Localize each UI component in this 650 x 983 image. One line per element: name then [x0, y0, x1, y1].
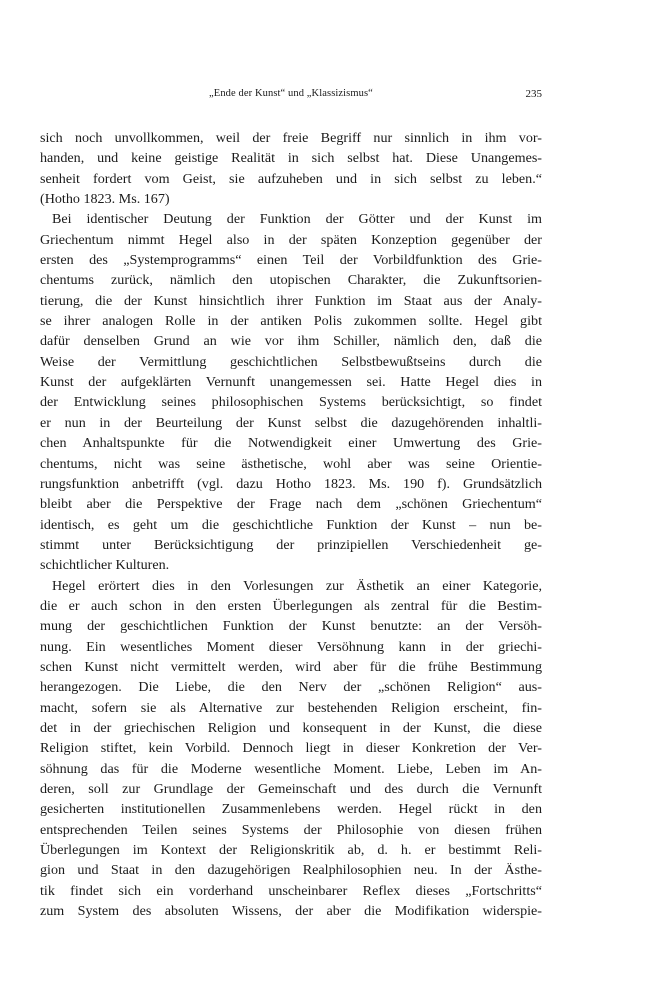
text-line: (Hotho 1823. Ms. 167): [40, 191, 170, 208]
text-line: tierung, die der Kunst hinsichtlich ihrer Funktion im Staat aus der Analy-: [40, 292, 542, 309]
text-line: deren, soll zur Grundlage der Gemeinschaft und des durch die Vernunft: [40, 781, 542, 797]
text-line: chentums zurück, nämlich den utopischen Charakter, die Zukunftsorien-: [40, 272, 542, 289]
text-line: Hegel erörtert dies in den Vorlesungen zur Ästhetik an einer Kategorie,: [52, 577, 542, 594]
text-line: söhnung das für die Moderne wesentliche Moment. Liebe, Leben im An-: [40, 760, 542, 777]
text-line: der Entwicklung seines philosophischen Systems berücksichtigt, so findet: [40, 394, 542, 411]
text-line: die er auch schon in den ersten Überlegungen als zentral für die Bestim-: [40, 597, 542, 614]
text-line: det in der griechischen Religion und konsequent in der Kunst, die diese: [40, 719, 542, 736]
body-text: [40, 128, 542, 921]
text-line: er nun in der Beurteilung der Kunst selbst die dazugehörenden inhaltli-: [40, 414, 542, 431]
text-line: gion und Staat in den dazugehörigen Realphilosophien neu. In der Ästhe-: [40, 862, 542, 879]
page-number: 235: [525, 88, 542, 100]
text-line: handen, und keine geistige Realität in sich selbst hat. Diese Unangemes-: [40, 150, 542, 167]
text-line: schen Kunst nicht vermittelt werden, wird aber für die frühe Bestimmung: [40, 658, 542, 675]
text-line: chentums, nicht was seine ästhetische, wohl aber was seine Orientie-: [40, 455, 542, 472]
text-line: sich noch unvollkommen, weil der freie Begriff nur sinnlich in ihm vor-: [40, 130, 542, 146]
text-line: nung. Ein wesentliches Moment dieser Versöhnung kann in der griechi-: [40, 638, 542, 655]
text-line: herangezogen. Die Liebe, die den Nerv der „schönen Religion“ aus-: [40, 679, 542, 696]
text-line: bleibt aber die Perspektive der Frage nach dem „schönen Griechentum“: [40, 496, 542, 513]
text-line: entsprechenden Teilen seines Systems der Philosophie von diesen frühen: [40, 821, 542, 838]
text-line: Überlegungen im Kontext der Religionskritik ab, d. h. er bestimmt Reli-: [40, 842, 542, 859]
text-line: gesicherten institutionellen Zusammenlebens werden. Hegel rückt in den: [40, 801, 542, 818]
text-line: Griechentum nimmt Hegel also in der späten Konzeption gegenüber der: [40, 231, 542, 248]
text-line: ersten des „Systemprogramms“ einen Teil der Vorbildfunktion des Grie-: [40, 252, 542, 269]
text-line: schichtlicher Kulturen.: [40, 557, 170, 574]
text-line: chen Anhaltspunkte für die Notwendigkeit einer Umwertung des Grie-: [40, 435, 542, 452]
text-line: Bei identischer Deutung der Funktion der Götter und der Kunst im: [52, 211, 542, 228]
text-line: macht, sofern sie als Alternative zur bestehenden Religion erscheint, fin-: [40, 699, 542, 716]
text-line: zum System des absoluten Wissens, der aber die Modifikation widerspie-: [40, 903, 542, 920]
text-line: se ihrer analogen Rolle in der antiken Polis zukommen sollte. Hegel gibt: [40, 313, 542, 330]
running-title: „Ende der Kunst“ und „Klassizismus“: [209, 88, 373, 99]
running-head: [40, 88, 542, 104]
text-line: Religion stiftet, kein Vorbild. Dennoch liegt in dieser Konkretion der Ver-: [40, 740, 542, 757]
text-line: tik findet sich ein vorderhand unscheinbarer Reflex dieses „Fortschritts“: [40, 882, 542, 899]
text-line: dafür denselben Grund an wie vor ihm Schiller, nämlich den, daß die: [40, 333, 542, 350]
text-line: Kunst der aufgeklärten Vernunft unangemessen sei. Hatte Hegel dies in: [40, 374, 542, 391]
text-line: mung der geschichtlichen Funktion der Kunst benutzte: an der Versöh-: [40, 618, 542, 635]
text-line: senheit fordert vom Geist, sie aufzuheben und in sich selbst zu leben.“: [40, 170, 542, 187]
text-line: identisch, es geht um die geschichtliche Funktion der Kunst – nun be-: [40, 516, 542, 533]
text-line: stimmt unter Berücksichtigung der prinzipiellen Verschiedenheit ge-: [40, 536, 542, 553]
text-line: Weise der Vermittlung geschichtlichen Selbstbewußtseins durch die: [40, 353, 542, 370]
text-line: rungsfunktion anbetrifft (vgl. dazu Hotho 1823. Ms. 190 f). Grundsätzlich: [40, 475, 542, 492]
